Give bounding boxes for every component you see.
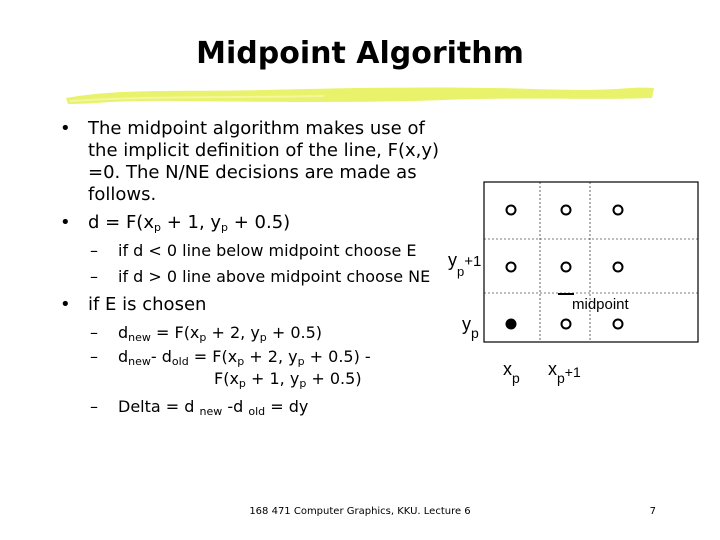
- pixel-circle-ne: [507, 263, 516, 272]
- page-title: Midpoint Algorithm: [196, 36, 524, 71]
- sub-bullet-dnew: – $d_{new} = F(x_p + 2$, $y_p + 0.5$): [90, 323, 323, 344]
- bullet-dot: •: [60, 294, 71, 315]
- pixel-circle: [507, 206, 516, 215]
- label-x-p-plus-1: $x_p^{+1}$: [548, 359, 581, 386]
- bullet-dot: •: [60, 212, 71, 233]
- title-underline-brush: [64, 82, 656, 108]
- pixel-circle: [614, 320, 623, 329]
- midpoint-grid-diagram: [440, 180, 700, 390]
- sub-bullet-delta: – Delta = d $_{new}$ -d $_{old}$ = dy: [90, 397, 309, 418]
- label-midpoint: midpoint: [572, 296, 629, 313]
- bullet-dot: •: [60, 118, 71, 139]
- pixel-circle: [562, 263, 571, 272]
- pixel-circle: [614, 206, 623, 215]
- label-x-p: $x_p$: [503, 359, 520, 386]
- pixel-current-filled: [507, 320, 516, 329]
- sub-bullet-d-negative: – if d < 0 line below midpoint choose E: [90, 241, 417, 260]
- sub-bullet-dnew-minus-dold: – $d_{new}-$ $d_{old} = F(x_p + 2$, $y_p + 0.5$) - $F(x_p + 1$, $y_p + 0.5$): [60, 346, 440, 390]
- pixel-circle: [614, 263, 623, 272]
- grid-border: [484, 182, 698, 342]
- pixel-circle-e: [562, 320, 571, 329]
- bullet-1: • The midpoint algorithm makes use of the implicit definition of the line, F(x,y) =0. The N/NE decisions are made as follows.: [60, 118, 440, 205]
- bullet-3: • if E is chosen: [60, 294, 207, 315]
- bullet-2: • $d = F(x_p + 1$, $y_p + 0.5$): [60, 212, 291, 234]
- sub-bullet-d-positive: – if d > 0 line above midpoint choose NE: [90, 267, 431, 286]
- footer-course: 168 471 Computer Graphics, KKU. Lecture 6: [249, 506, 471, 517]
- label-y-p-plus-1: $y_p^{+1}$: [448, 250, 482, 279]
- slide-body: [60, 118, 440, 420]
- continued-line: $F(x_p + 1$, $y_p + 0.5$): [214, 369, 362, 390]
- page-number: 7: [649, 506, 656, 517]
- pixel-circle: [562, 206, 571, 215]
- label-y-p: $y_p$: [462, 314, 479, 341]
